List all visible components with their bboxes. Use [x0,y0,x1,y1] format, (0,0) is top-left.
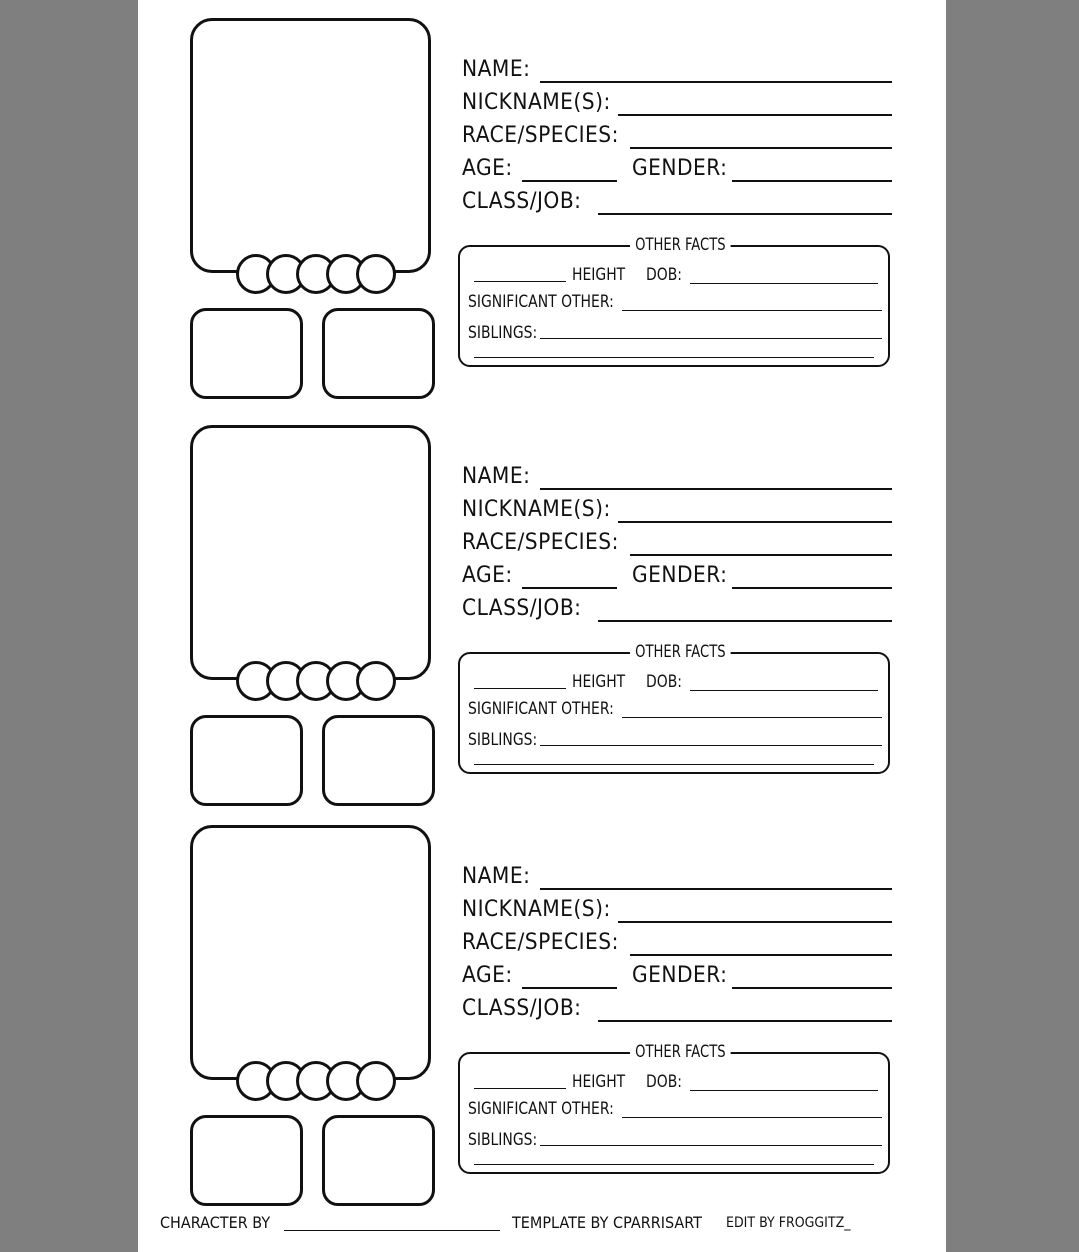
template-credit: TEMPLATE BY CPARRISART [512,1213,702,1232]
height-label: HEIGHT [572,672,626,692]
dob-line[interactable] [690,1090,878,1091]
nickname-label: NICKNAME(S): [462,897,611,922]
nickname-field [462,893,892,923]
name-label: NAME: [462,57,531,82]
class-job-field [462,592,892,622]
portrait-box[interactable] [190,18,431,273]
small-box-left[interactable] [190,1115,303,1206]
age-field [462,559,622,589]
gender-field [632,152,892,182]
significant-other-line[interactable] [622,717,882,718]
dob-line[interactable] [690,283,878,284]
significant-other-label: SIGNIFICANT OTHER: [468,1099,614,1119]
race-field [462,926,892,956]
height-label: HEIGHT [572,265,626,285]
trait-circles [236,1061,396,1101]
race-line[interactable] [630,147,892,149]
gender-label: GENDER: [632,963,728,988]
race-label: RACE/SPECIES: [462,930,619,955]
name-field [462,460,892,490]
character-entry-1 [138,0,946,400]
edit-credit: EDIT BY FROGGITZ_ [726,1215,851,1231]
class-job-field [462,992,892,1022]
small-box-right[interactable] [322,308,435,399]
character-by-line[interactable] [284,1230,500,1231]
significant-other-label: SIGNIFICANT OTHER: [468,699,614,719]
significant-other-line[interactable] [622,310,882,311]
siblings-line-2[interactable] [474,1164,874,1165]
class-job-line[interactable] [598,213,892,215]
age-line[interactable] [522,987,617,989]
age-line[interactable] [522,180,617,182]
dob-label: DOB: [646,1072,682,1092]
trait-circle[interactable] [356,254,396,294]
race-label: RACE/SPECIES: [462,530,619,555]
siblings-label: SIBLINGS: [468,323,538,343]
nickname-field [462,493,892,523]
trait-circle[interactable] [356,1061,396,1101]
class-job-field [462,185,892,215]
race-field [462,119,892,149]
class-job-label: CLASS/JOB: [462,996,582,1021]
small-box-left[interactable] [190,308,303,399]
race-label: RACE/SPECIES: [462,123,619,148]
name-field [462,860,892,890]
dob-label: DOB: [646,672,682,692]
nickname-line[interactable] [618,921,892,923]
height-line[interactable] [474,281,566,282]
race-line[interactable] [630,554,892,556]
gender-label: GENDER: [632,563,728,588]
race-line[interactable] [630,954,892,956]
age-label: AGE: [462,563,513,588]
dob-line[interactable] [690,690,878,691]
trait-circles [236,661,396,701]
significant-other-label: SIGNIFICANT OTHER: [468,292,614,312]
name-line[interactable] [540,888,892,890]
footer [138,1208,946,1238]
significant-other-line[interactable] [622,1117,882,1118]
age-label: AGE: [462,963,513,988]
nickname-line[interactable] [618,521,892,523]
character-by-label: CHARACTER BY [160,1213,271,1232]
age-field [462,152,622,182]
other-facts-box [458,642,890,774]
class-job-line[interactable] [598,620,892,622]
character-entry-3 [138,807,946,1207]
siblings-line[interactable] [540,1145,882,1146]
age-line[interactable] [522,587,617,589]
name-line[interactable] [540,81,892,83]
gender-field [632,559,892,589]
trait-circle[interactable] [356,661,396,701]
nickname-label: NICKNAME(S): [462,497,611,522]
height-line[interactable] [474,1088,566,1089]
gender-line[interactable] [732,987,892,989]
class-job-line[interactable] [598,1020,892,1022]
character-sheet-page [138,0,946,1252]
other-facts-title: OTHER FACTS [630,234,731,256]
nickname-line[interactable] [618,114,892,116]
age-label: AGE: [462,156,513,181]
nickname-field [462,86,892,116]
class-job-label: CLASS/JOB: [462,189,582,214]
siblings-label: SIBLINGS: [468,1130,538,1150]
nickname-label: NICKNAME(S): [462,90,611,115]
gender-line[interactable] [732,180,892,182]
class-job-label: CLASS/JOB: [462,596,582,621]
name-label: NAME: [462,464,531,489]
portrait-box[interactable] [190,825,431,1080]
character-entry-2 [138,407,946,807]
siblings-line[interactable] [540,338,882,339]
siblings-label: SIBLINGS: [468,730,538,750]
dob-label: DOB: [646,265,682,285]
portrait-box[interactable] [190,425,431,680]
trait-circles [236,254,396,294]
age-field [462,959,622,989]
other-facts-title: OTHER FACTS [630,1041,731,1063]
gender-line[interactable] [732,587,892,589]
gender-field [632,959,892,989]
siblings-line[interactable] [540,745,882,746]
small-box-right[interactable] [322,715,435,806]
race-field [462,526,892,556]
siblings-line-2[interactable] [474,764,874,765]
other-facts-title: OTHER FACTS [630,641,731,663]
height-label: HEIGHT [572,1072,626,1092]
small-box-right[interactable] [322,1115,435,1206]
height-line[interactable] [474,688,566,689]
small-box-left[interactable] [190,715,303,806]
siblings-line-2[interactable] [474,357,874,358]
other-facts-box [458,235,890,367]
name-label: NAME: [462,864,531,889]
name-field [462,53,892,83]
other-facts-box [458,1042,890,1174]
gender-label: GENDER: [632,156,728,181]
name-line[interactable] [540,488,892,490]
